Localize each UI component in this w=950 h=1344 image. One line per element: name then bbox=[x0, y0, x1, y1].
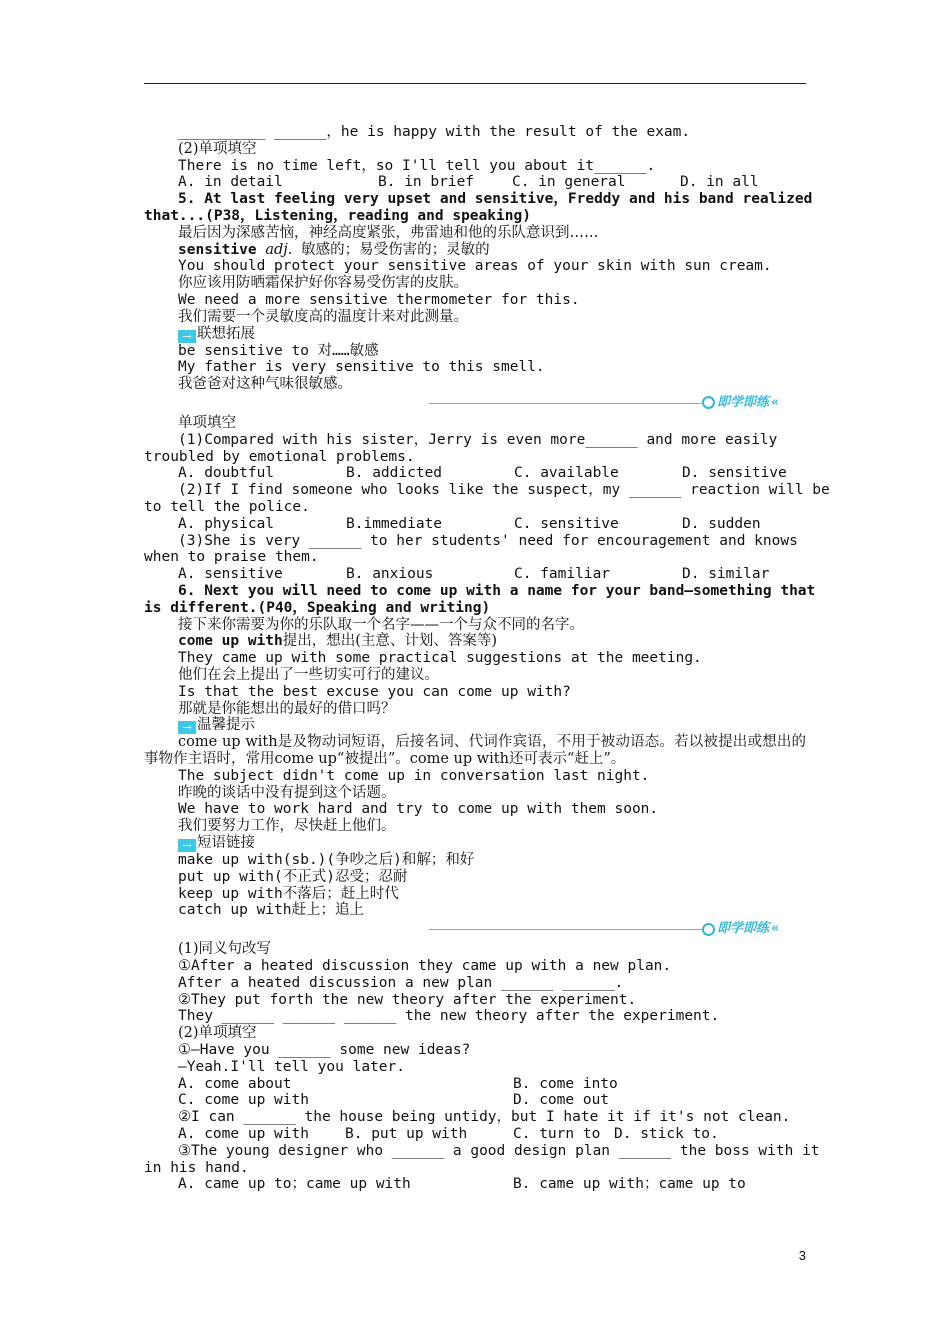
example-en: We need a more sensitive thermometer for this. bbox=[178, 291, 580, 308]
option-b: B. came up with；came up to bbox=[513, 1176, 746, 1193]
phrase-link: make up with(sb.)(争吵之后)和解；和好 bbox=[178, 852, 475, 869]
link-label-text: 短语链接 bbox=[197, 835, 255, 852]
option-b: B. put up with bbox=[345, 1126, 468, 1143]
example-en: My father is very sensitive to this smell. bbox=[178, 359, 545, 376]
vocab-word: sensitive bbox=[178, 241, 257, 258]
question-text: (3)She is very ______ to her students' need for encouragement and knows bbox=[178, 532, 798, 549]
practice-badge bbox=[702, 394, 806, 412]
page-number: 3 bbox=[798, 1248, 806, 1263]
option-c: C. available bbox=[514, 465, 619, 482]
vocab-entry bbox=[144, 242, 806, 259]
option-a: A. come about bbox=[178, 1075, 292, 1092]
chevron-left-icon: « bbox=[771, 394, 777, 410]
item-5-translation: 最后因为深感苦恼，神经高度紧张，弗雷迪和他的乐队意识到…… bbox=[178, 224, 599, 241]
option-a: A. come up with bbox=[178, 1126, 309, 1143]
tip-text: come up with是及物动词短语，后接名词、代词作宾语，不用于被动语态。若以被提出或想出的事物作主语时，常用come up“被提出”。come up with还可表示“赶上”。 bbox=[144, 734, 806, 768]
section-title: (2)单项填空 bbox=[178, 1025, 257, 1042]
question-text: ②I can ______ the house being untidy，but I hate it if it's not clean. bbox=[178, 1109, 791, 1126]
arrow-icon: → bbox=[178, 721, 196, 734]
extension-phrase: be sensitive to 对……敏感 bbox=[178, 342, 379, 359]
option-d: D. sudden bbox=[682, 515, 761, 532]
item-5-heading: 5. At last feeling very upset and sensitive，Freddy and his band realized bbox=[178, 191, 813, 208]
answer-options bbox=[144, 1176, 806, 1193]
option-d: D. sensitive bbox=[682, 465, 787, 482]
practice-badge bbox=[702, 920, 806, 938]
question-text: (2)If I find someone who looks like the suspect，my ______ reaction will be bbox=[178, 482, 830, 499]
question-text: ①—Have you ______ some new ideas? bbox=[178, 1042, 471, 1059]
option-a: A. physical bbox=[178, 515, 275, 532]
answer-options bbox=[144, 465, 806, 482]
part-of-speech: adj. bbox=[265, 241, 293, 258]
item-5-heading-cont: that...(P38，Listening，reading and speaking) bbox=[144, 207, 531, 224]
divider-line bbox=[429, 403, 702, 404]
question-text-cont: in his hand. bbox=[144, 1159, 249, 1176]
practice-badge-text: 即学即练 bbox=[717, 394, 770, 410]
ring-icon bbox=[702, 396, 715, 409]
option-d: D. come out bbox=[513, 1092, 610, 1109]
tip-label bbox=[144, 717, 806, 734]
option-d: D. similar bbox=[682, 566, 770, 583]
option-a: A. came up to；came up with bbox=[178, 1176, 411, 1193]
option-b: B. in brief bbox=[378, 174, 475, 191]
answer-options bbox=[144, 1092, 806, 1109]
option-d: D. in all bbox=[680, 174, 759, 191]
practice-badge-text: 即学即练 bbox=[717, 920, 770, 936]
answer-options bbox=[144, 174, 806, 191]
rewrite-blank: They ______ ______ ______ the new theory after the experiment. bbox=[178, 1008, 720, 1025]
option-b: B. addicted bbox=[346, 465, 443, 482]
arrow-icon: → bbox=[178, 330, 196, 343]
example-en: Is that the best excuse you can come up with? bbox=[178, 683, 571, 700]
rewrite-sentence: ②They put forth the new theory after the experiment. bbox=[178, 991, 637, 1008]
phrase-link: put up with(不正式)忍受；忍耐 bbox=[178, 868, 408, 885]
option-a: A. doubtful bbox=[178, 465, 275, 482]
answer-options bbox=[144, 1126, 806, 1143]
option-c: C. familiar bbox=[514, 566, 611, 583]
item-6-translation: 接下来你需要为你的乐队取一个名字——一个与众不同的名字。 bbox=[178, 616, 584, 633]
question-text: ③The young designer who ______ a good design plan ______ the boss with it bbox=[178, 1142, 820, 1159]
example-cn: 我们要努力工作，尽快赶上他们。 bbox=[178, 818, 396, 835]
phrase-link: catch up with赶上；追上 bbox=[178, 902, 364, 919]
rewrite-sentence: ①After a heated discussion they came up with a new plan. bbox=[178, 958, 672, 975]
section-title: (2)单项填空 bbox=[178, 140, 257, 157]
section-title: (1)同义句改写 bbox=[178, 941, 272, 958]
header-rule bbox=[144, 83, 806, 84]
ring-icon bbox=[702, 923, 715, 936]
answer-options bbox=[144, 516, 806, 533]
link-label bbox=[144, 835, 806, 852]
option-a: A. sensitive bbox=[178, 566, 283, 583]
phrase-entry bbox=[144, 633, 806, 650]
example-en: You should protect your sensitive areas of your skin with sun cream. bbox=[178, 258, 772, 275]
phrase-link: keep up with不落后；赶上时代 bbox=[178, 885, 399, 902]
question-text: (1)Compared with his sister，Jerry is even more______ and more easily bbox=[178, 431, 778, 448]
option-b: B.immediate bbox=[346, 515, 443, 532]
rewrite-blank: After a heated discussion a new plan ______ ______. bbox=[178, 974, 624, 991]
question-text: There is no time left，so I'll tell you about it______. bbox=[178, 157, 656, 174]
example-en: They came up with some practical suggestions at the meeting. bbox=[178, 650, 702, 667]
question-text-cont: troubled by emotional problems. bbox=[144, 448, 415, 465]
example-cn: 他们在会上提出了一些切实可行的建议。 bbox=[178, 666, 439, 683]
option-c: C. sensitive bbox=[514, 515, 619, 532]
extension-label bbox=[144, 326, 806, 343]
item-6-heading-cont: is different.(P40，Speaking and writing) bbox=[144, 599, 491, 616]
option-c: C. in general bbox=[512, 174, 626, 191]
practice-divider bbox=[144, 919, 806, 941]
chevron-left-icon: « bbox=[771, 920, 777, 936]
practice-divider bbox=[144, 393, 806, 415]
example-cn: 我爸爸对这种气味很敏感。 bbox=[178, 376, 352, 393]
extension-label-text: 联想拓展 bbox=[197, 325, 255, 342]
divider-line bbox=[429, 929, 702, 930]
document-body bbox=[144, 124, 830, 1193]
example-en: We have to work hard and try to come up with them soon. bbox=[178, 801, 659, 818]
item-6-heading: 6. Next you will need to come up with a name for your band—something that bbox=[178, 582, 816, 599]
phrase-meaning: 提出，想出(主意、计划、答案等) bbox=[282, 633, 498, 650]
answer-options bbox=[144, 566, 806, 583]
example-cn: 我们需要一个灵敏度高的温度计来对此测量。 bbox=[178, 308, 468, 325]
exercise-line: __________ ______，he is happy with the result of the exam. bbox=[178, 124, 691, 140]
option-a: A. in detail bbox=[178, 174, 283, 191]
option-c: C. come up with bbox=[178, 1092, 309, 1109]
question-text-cont: when to praise them. bbox=[144, 549, 319, 566]
arrow-icon: → bbox=[178, 839, 196, 852]
answer-options bbox=[144, 1076, 806, 1093]
practice-title: 单项填空 bbox=[178, 414, 236, 431]
tip-label-text: 温馨提示 bbox=[197, 717, 255, 734]
option-b: B. anxious bbox=[346, 566, 434, 583]
option-b: B. come into bbox=[513, 1075, 618, 1092]
example-cn: 昨晚的谈话中没有提到这个话题。 bbox=[178, 784, 396, 801]
question-text: —Yeah.I'll tell you later. bbox=[178, 1058, 405, 1075]
option-d: D. stick to. bbox=[614, 1126, 719, 1143]
example-cn: 那就是你能想出的最好的借口吗？ bbox=[178, 700, 396, 717]
example-en: The subject didn't come up in conversation last night. bbox=[178, 767, 650, 784]
phrase-word: come up with bbox=[178, 633, 283, 650]
question-text-cont: to tell the police. bbox=[144, 498, 310, 515]
option-c: C. turn to bbox=[513, 1126, 601, 1143]
vocab-meaning: 敏感的；易受伤害的；灵敏的 bbox=[301, 241, 490, 258]
example-cn: 你应该用防晒霜保护好你容易受伤害的皮肤。 bbox=[178, 275, 468, 292]
